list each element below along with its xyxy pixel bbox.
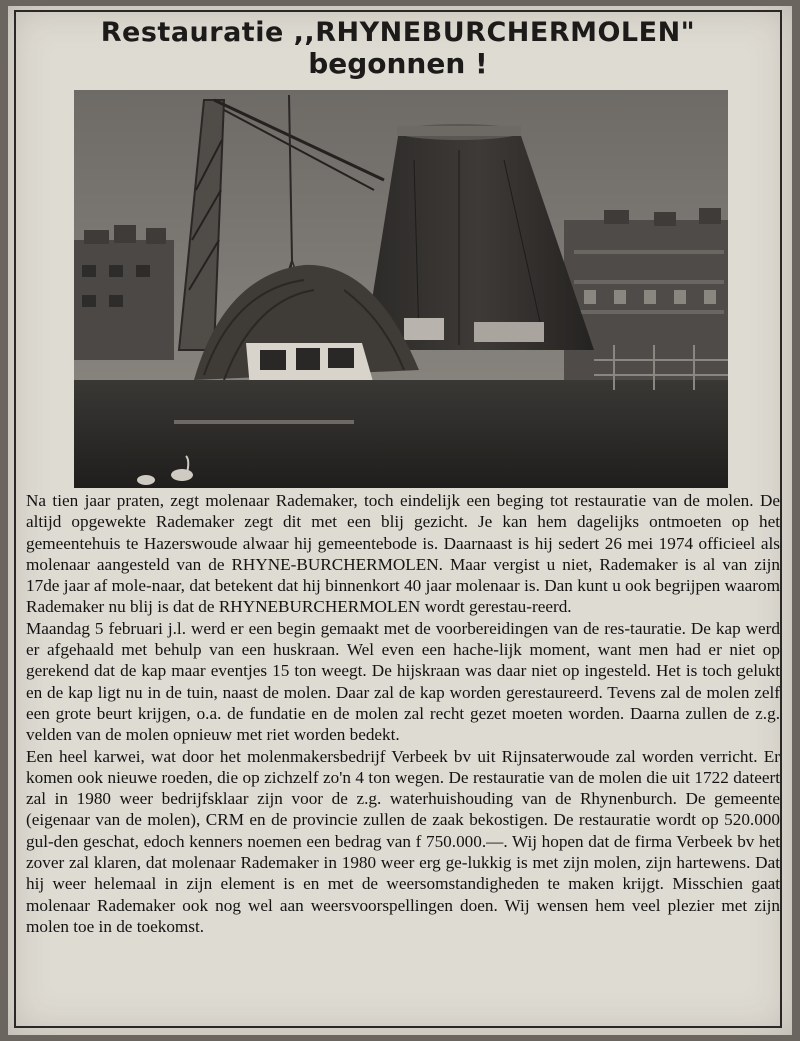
windmill-restoration-photo xyxy=(74,90,728,488)
ground xyxy=(74,380,728,488)
houses-right xyxy=(564,208,728,380)
headline-line-2: begonnen ! xyxy=(308,47,488,81)
plank xyxy=(174,420,354,424)
headline-line-1: Restauratie ,,RHYNEBURCHERMOLEN" xyxy=(100,17,696,48)
photo-illustration xyxy=(74,90,728,488)
article-paragraph-3: Een heel karwei, wat door het molenmakersbedrijf Verbeek bv uit Rijnsaterwoude zal worden verricht. Er komen ook nieuwe roeden, die op zichzelf zo'n 4 ton wegen. De restauratie van de molen die uit 1722 dateert zal in 1980 weer bedrijfsklaar zijn voor de z.g. waterhuishouding van de Rhynenburch. De gemeente (eigenaar van de molen), CRM en de provincie zullen de zaak bekostigen. De restauratie wordt op 520.000 gul-den geschat, edoch kenners noemen een bedrag van f 750.000.—. Wij hopen dat de firma Verbeek bv het zover zal klaren, dat molenaar Rademaker in 1980 weer erg ge-lukkig is met zijn molen, zijn hartewens. Dat hij weer helemaal in zijn element is en met de weersomstandigheden te maken krijgt. Misschien gaat molenaar Rademaker ook nog wel aan weersvoorspellingen doen. Wij wensen hem veel plezier met zijn molen toe in de toekomst. xyxy=(26,746,780,936)
article-paragraph-1: Na tien jaar praten, zegt molenaar Rademaker, toch eindelijk een beging tot restauratie van de molen. De altijd opgewekte Rademaker zegt dit met een blij gezicht. Je kan hem dagelijks ontmoeten op het gemeentehuis te Hazerswoude alwaar hij gemeentebode is. Daarnaast is hij sedert 26 mei 1974 officieel als molenaar aangesteld van de RHYNE-BURCHERMOLEN. Maar vergist u niet, Rademaker is al van zijn 17de jaar af mole-naar, dat betekent dat hij binnenkort 40 jaar molenaar is. Dan kunt u ook begrijpen waarom Rademaker nu blij is dat de RHYNEBURCHERMOLEN wordt gerestau-reerd. xyxy=(26,491,780,617)
article-paragraph-2: Maandag 5 februari j.l. werd er een begin gemaakt met de voorbereidingen van de res-tauratie. De kap werd er afgehaald met behulp van een huskraan. Wel even een hache-lijk moment, want men had er niet op gerekend dat de kap maar eventjes 15 ton weegt. De hijskraan was daar niet op ingesteld. Het is toch gelukt en de kap ligt nu in de tuin, naast de molen. Daar zal de kap worden gerestaureerd. Tevens zal de molen zelf een grote beurt krijgen, o.a. de fundatie en de molen zal recht gezet moeten worden. Daarna zullen de z.g. velden van de molen opnieuw met riet worden bedekt. xyxy=(26,618,780,745)
article-frame xyxy=(14,10,782,1028)
article-body xyxy=(26,490,780,937)
headline xyxy=(16,18,780,80)
newspaper-clipping xyxy=(8,6,792,1035)
houses-left xyxy=(74,225,174,360)
